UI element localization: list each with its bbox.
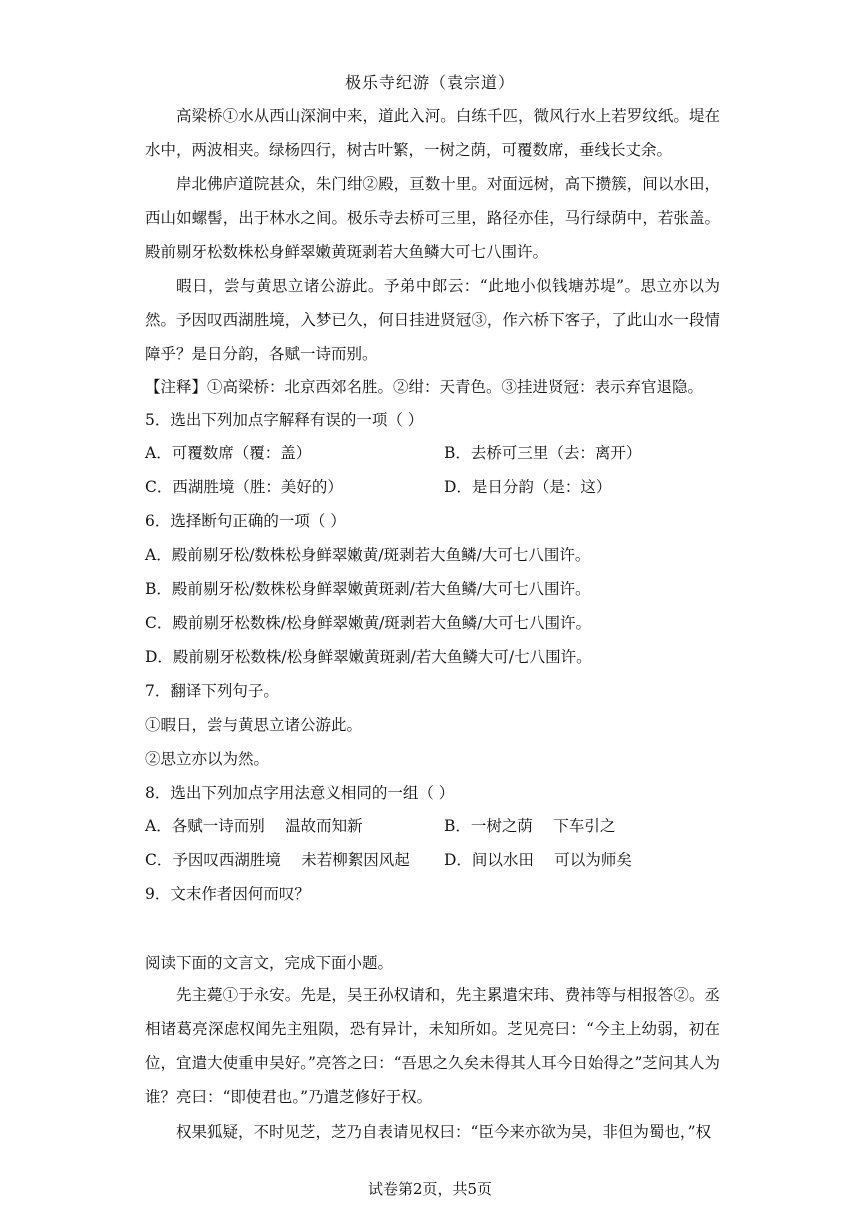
passage2-paragraph-2: 权果狐疑，不时见芝，芝乃自表请见权曰：“臣今来亦欲为吴，非但为蜀也，”权	[176, 1123, 712, 1141]
question-6-option-d: D．殿前剔牙松数株/松身鲜翠嫩黄斑剥/若大鱼鳞大可/七八围许。	[145, 648, 592, 666]
question-6-stem: 6．选择断句正确的一项（ ）	[145, 512, 346, 530]
question-8-option-c: C．予因叹西湖胜境 未若柳絮因风起	[145, 851, 410, 869]
passage2-paragraph-1: 先主薨①于永安。先是，吴王孙权请和，先主累遣宋玮、费祎等与相报答②。丞相诸葛亮深虑权闻先主殂陨，恐有异计，未知所如。芝见亮曰：“今主上幼弱，初在位，宜遣大使重申吴好。”亮答之曰：“吾思之久矣未得其人耳今日始得之”芝问其人为谁？亮曰：“即使君也。”乃遣芝修好于权。	[145, 986, 720, 1106]
question-5-stem: 5．选出下列加点字解释有误的一项（ ）	[145, 411, 424, 429]
page-footer: 试卷第2页，共5页	[367, 1180, 493, 1198]
question-7-sentence-2: ②思立亦以为然。	[145, 750, 270, 768]
question-7-sentence-1: ①暇日，尝与黄思立诸公游此。	[145, 716, 363, 734]
passage1-paragraph-1: 高梁桥①水从西山深涧中来，道此入河。白练千匹，微风行水上若罗纹纸。堤在水中，两波相夹。绿杨四行，树古叶繁，一树之荫，可覆数席，垂线长丈余。	[145, 107, 720, 159]
annotation-note: 【注释】①高梁桥：北京西郊名胜。②绀：天青色。③挂进贤冠：表示弃官退隐。	[145, 378, 704, 396]
question-6-option-c: C．殿前剔牙松数株/松身鲜翠嫩黄/斑剥若大鱼鳞/大可七八围许。	[145, 614, 592, 632]
question-5-option-b: B．去桥可三里（去：离开）	[444, 444, 642, 462]
question-6-option-b: B．殿前剔牙松/数株松身鲜翠嫩黄斑剥/若大鱼鳞/大可七八围许。	[145, 580, 591, 598]
question-7-stem: 7．翻译下列句子。	[145, 682, 279, 700]
passage-title: 极乐寺纪游（袁宗道）	[344, 73, 515, 92]
passage1-paragraph-3: 暇日，尝与黄思立诸公游此。予弟中郎云：“此地小似钱塘苏堤”。思立亦以为然。	[145, 277, 720, 329]
question-8-option-d: D．间以水田 可以为师矣	[444, 851, 632, 869]
question-9-stem: 9．文末作者因何而叹？	[145, 885, 310, 903]
passage1-paragraph-2: 岸北佛庐道院甚众，朱门绀②殿，亘数十里。对面远树，高下攒簇，间以水田，西山如螺髻，出于林水之间。极乐寺去桥可三里，路径亦佳，马行绿荫中，若张盖。殿前剔牙松数株松身鲜翠嫩黄斑剥若大鱼鳞大可七八围许。	[145, 175, 720, 261]
passage1-paragraph-4: 予因叹西湖胜境，入梦已久，何日挂进贤冠③，作六桥下客子，了此山水一段情障乎？是日分韵，各赋一诗而别。	[145, 311, 720, 363]
passage2-intro: 阅读下面的文言文，完成下面小题。	[145, 954, 394, 972]
question-6-option-a: A．殿前剔牙松/数株松身鲜翠嫩黄/斑剥若大鱼鳞/大可七八围许。	[145, 546, 591, 564]
question-5-option-d: D．是日分韵（是：这）	[444, 478, 612, 496]
question-8-option-b: B．一树之荫 下车引之	[444, 817, 616, 835]
question-8-option-a: A．各赋一诗而别 温故而知新	[145, 817, 363, 835]
question-8-stem: 8．选出下列加点字用法意义相同的一组（ ）	[145, 784, 455, 802]
question-5-option-a: A．可覆数席（覆：盖）	[145, 444, 312, 462]
question-5-option-c: C．西湖胜境（胜：美好的）	[145, 478, 343, 496]
